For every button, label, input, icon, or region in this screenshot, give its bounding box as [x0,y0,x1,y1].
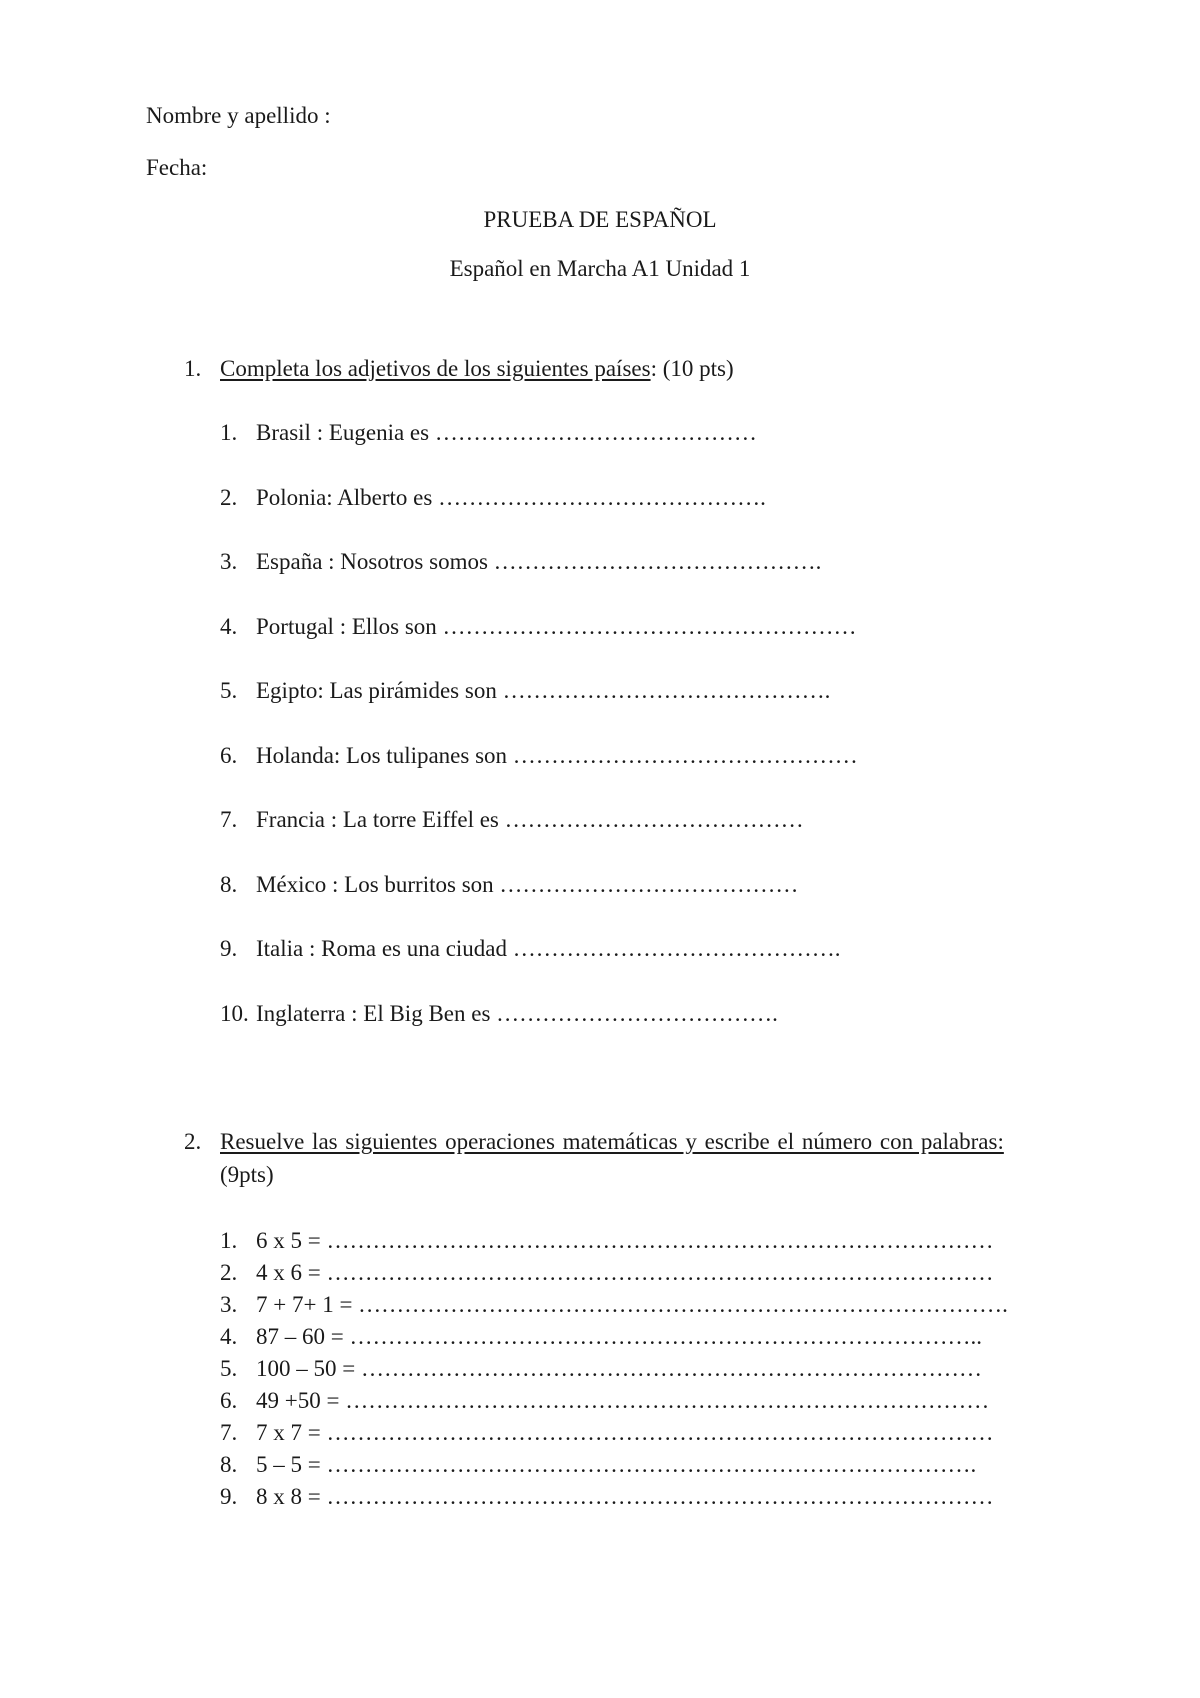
section1-points: : (10 pts) [650,356,734,381]
section2-instruction: Resuelve las siguientes operaciones matemáticas y escribe el número con palabras: [220,1129,1004,1154]
item-text: Italia : Roma es una ciudad ……………………………………. [256,936,841,961]
item-number: 9. [220,1484,238,1509]
item-text: México : Los burritos son ………………………………… [256,872,799,897]
item-text: 87 – 60 = ……………………………………………………………………….. [256,1324,982,1349]
item-number: 3. [220,549,238,574]
date-label: Fecha: [146,155,208,180]
item-number: 10. [220,1001,249,1026]
item-text: 8 x 8 = …………………………………………………………………………… [256,1484,994,1509]
item-number: 8. [220,872,238,897]
item-number: 6. [220,1388,238,1413]
item-number: 7. [220,1420,238,1445]
item-text: 7 x 7 = …………………………………………………………………………… [256,1420,994,1445]
item-text: 5 – 5 = …………………………………………………………………………. [256,1452,977,1477]
item-text: 7 + 7+ 1 = …………………………………………………………………………. [256,1292,1008,1317]
item-text: 6 x 5 = …………………………………………………………………………… [256,1228,994,1253]
section1-heading [220,357,734,380]
item-number: 6. [220,743,238,768]
exam-title: PRUEBA DE ESPAÑOL [483,207,717,232]
item-number: 1. [220,420,238,445]
item-text: Egipto: Las pirámides son ……………………………………. [256,678,831,703]
item-number: 2. [220,485,238,510]
section1-number: 1. [184,356,202,381]
item-number: 2. [220,1260,238,1285]
item-text: Brasil : Eugenia es …………………………………… [256,420,757,445]
item-text: España : Nosotros somos ……………………………………. [256,549,822,574]
item-number: 5. [220,1356,238,1381]
item-text: Portugal : Ellos son ……………………………………………… [256,614,857,639]
item-text: 100 – 50 = ……………………………………………………………………… [256,1356,982,1381]
name-label: Nombre y apellido : [146,103,331,128]
item-number: 4. [220,1324,238,1349]
item-text: Francia : La torre Eiffel es ………………………………… [256,807,804,832]
item-number: 7. [220,807,238,832]
section2-points: (9pts) [220,1162,274,1187]
item-number: 8. [220,1452,238,1477]
item-text: 49 +50 = ………………………………………………………………………… [256,1388,990,1413]
item-text: Polonia: Alberto es ……………………………………. [256,485,766,510]
section2-number: 2. [184,1129,202,1154]
item-number: 1. [220,1228,238,1253]
item-number: 4. [220,614,238,639]
exam-subtitle: Español en Marcha A1 Unidad 1 [449,256,751,281]
item-number: 9. [220,936,238,961]
item-number: 3. [220,1292,238,1317]
section1-instruction: Completa los adjetivos de los siguientes países [220,356,651,381]
item-number: 5. [220,678,238,703]
item-text: Inglaterra : El Big Ben es ………………………………. [256,1001,778,1026]
item-text: Holanda: Los tulipanes son ……………………………………… [256,743,858,768]
item-text: 4 x 6 = …………………………………………………………………………… [256,1260,994,1285]
